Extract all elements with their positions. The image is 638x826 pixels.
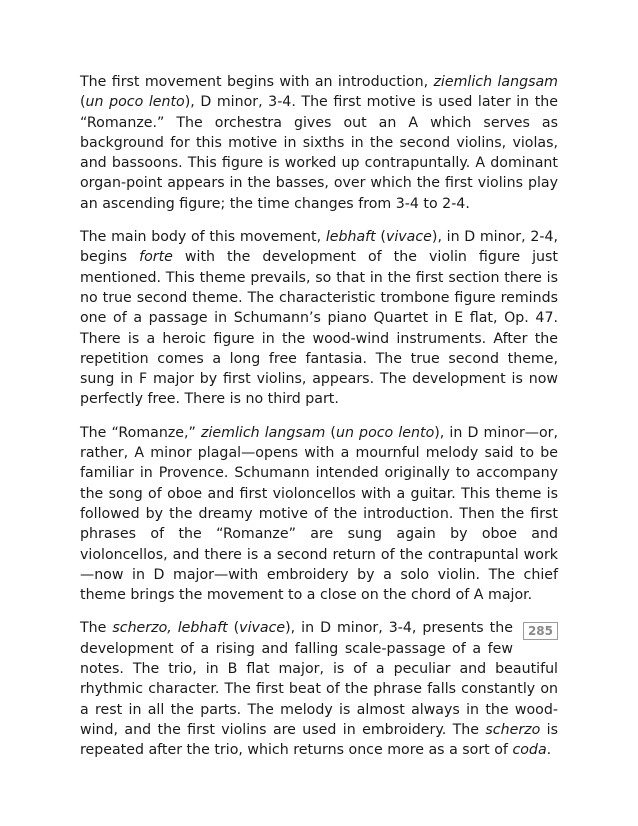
text-run: The first movement begins with an introduction, [80, 74, 434, 90]
italic-term: lebhaft [325, 229, 376, 246]
text-run: ), in D minor—or, rather, A minor plagal—opens with a mournful melody said to be familiar in Provence. Schumann intended originally to accompany the song of oboe and first violoncellos with a guitar. This theme is followed by the dreamy motive of the introduction. Then the first phrases of the “Romanze” are sung again by oboe and violoncellos, and there is a second return of the contrapuntal work—now in D major—with embroidery by a solo violin. The chief theme brings the movement to a close on the chord of A major. [80, 424, 559, 604]
text-run: The “Romanze,” [80, 424, 201, 441]
page-number: 285 [523, 622, 558, 640]
italic-term: vivace [239, 620, 286, 637]
italic-term: scherzo, lebhaft [112, 620, 228, 637]
paragraph-romanze [80, 423, 558, 606]
text-run: ), D minor, 3-4. The first motive is used later in the “Romanze.” The orchestra gives out an A which serves as background for this motive in sixths in the second violins, violas, and bassoons. This figure is worked up contrapuntally. A dominant organ-point appears in the basses, over which the first violins play an ascending figure; the time changes from 3-4 to 2-4. [80, 94, 558, 212]
italic-term: ziemlich langsam [201, 424, 326, 441]
text-run: ( [227, 620, 240, 637]
italic-term: vivace [385, 229, 432, 246]
text-run: ( [375, 229, 386, 246]
italic-term: ziemlich langsam [433, 74, 558, 90]
page-body [80, 72, 558, 774]
text-run: is repeated after the trio, which returns once more as a sort of [80, 721, 558, 759]
text-run: with the development of the violin figure just mentioned. This theme prevails, so that in the first section there is no true second theme. The characteristic trombone figure reminds one of a passage in Schumann’s piano Quartet in E flat, Op. 47. There is a heroic figure in the wood-wind instruments. After the repetition comes a long free fantasia. The true second theme, sung in F major by first violins, appears. The development is now perfectly free. There is no third part. [80, 249, 558, 408]
text-run: ), in D minor, 3-4, presents the development of a rising and falling scale-passage of a few notes. The trio, in B flat major, is of a peculiar and beautiful rhythmic character. The first beat of the phrase falls constantly on a rest in all the parts. The melody is almost always in the wood-wind, and the first violins are used in embroidery. The [80, 620, 558, 738]
italic-term: un poco lento [85, 94, 185, 111]
paragraph-first-movement [80, 72, 558, 214]
text-run: ), in D minor, 2-4, begins [80, 229, 558, 266]
text-run: . [546, 742, 552, 759]
italic-term: forte [139, 249, 173, 266]
text-run: ( [80, 94, 86, 111]
paragraph-main-body [80, 227, 558, 410]
italic-term: scherzo [485, 721, 541, 738]
text-run: The main body of this movement, [80, 229, 326, 246]
italic-term: un poco lento [335, 424, 435, 441]
text-run: The [80, 620, 113, 637]
text-run: ( [325, 424, 336, 441]
italic-term: coda [512, 742, 547, 759]
paragraph-scherzo [80, 618, 558, 760]
